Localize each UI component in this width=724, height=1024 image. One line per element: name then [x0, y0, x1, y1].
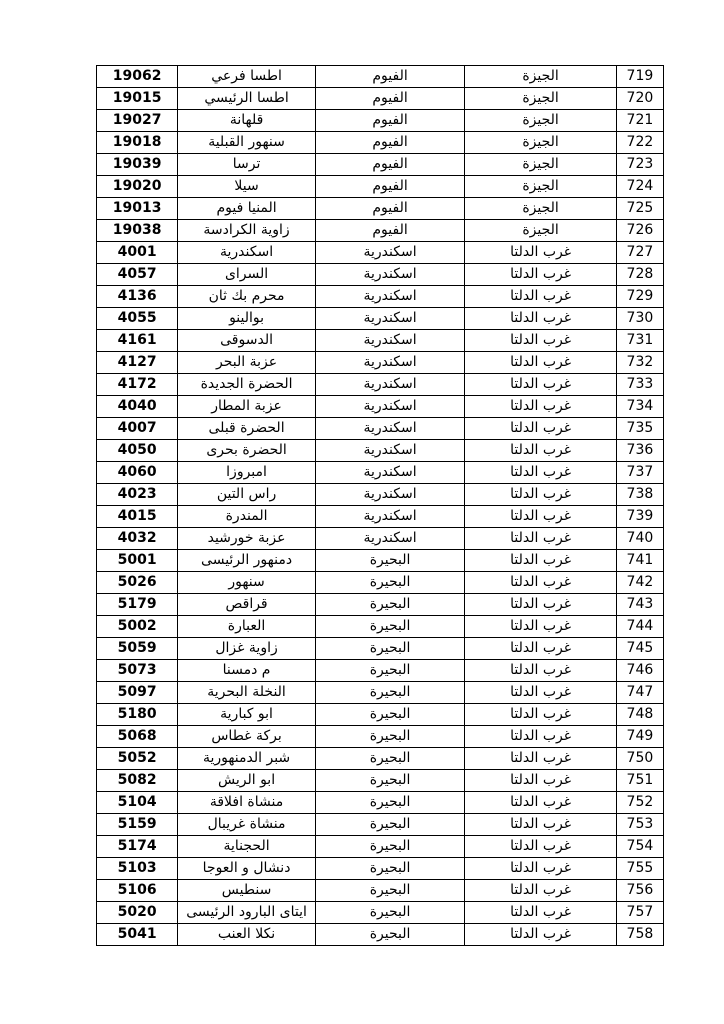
- serial-number-cell: 753: [616, 814, 663, 836]
- table-row: [97, 550, 664, 572]
- office-name-cell: محرم بك ثان: [178, 286, 315, 308]
- serial-number-cell: 746: [616, 660, 663, 682]
- serial-number-cell: 754: [616, 836, 663, 858]
- office-code-cell: 19039: [97, 154, 178, 176]
- governorate-cell: الفيوم: [315, 110, 465, 132]
- table-row: [97, 308, 664, 330]
- office-code-cell: 4136: [97, 286, 178, 308]
- office-name-cell: ترسا: [178, 154, 315, 176]
- table-row: [97, 154, 664, 176]
- serial-number-cell: 729: [616, 286, 663, 308]
- region-cell: غرب الدلتا: [465, 924, 617, 946]
- office-name-cell: سنطيس: [178, 880, 315, 902]
- serial-number-cell: 720: [616, 88, 663, 110]
- office-name-cell: ايتاى البارود الرئيسى: [178, 902, 315, 924]
- office-code-cell: 5103: [97, 858, 178, 880]
- office-code-cell: 5180: [97, 704, 178, 726]
- office-code-cell: 5106: [97, 880, 178, 902]
- governorate-cell: الفيوم: [315, 66, 465, 88]
- office-code-cell: 4015: [97, 506, 178, 528]
- table-row: [97, 88, 664, 110]
- serial-number-cell: 743: [616, 594, 663, 616]
- serial-number-cell: 748: [616, 704, 663, 726]
- table-row: [97, 396, 664, 418]
- office-code-cell: 4172: [97, 374, 178, 396]
- serial-number-cell: 730: [616, 308, 663, 330]
- office-code-cell: 19038: [97, 220, 178, 242]
- table-row: [97, 176, 664, 198]
- office-name-cell: النخلة البحرية: [178, 682, 315, 704]
- table-row: [97, 616, 664, 638]
- governorate-cell: البحيرة: [315, 924, 465, 946]
- governorate-cell: اسكندرية: [315, 330, 465, 352]
- office-name-cell: بركة غطاس: [178, 726, 315, 748]
- table-row: [97, 440, 664, 462]
- office-code-cell: 19018: [97, 132, 178, 154]
- serial-number-cell: 732: [616, 352, 663, 374]
- office-code-cell: 5179: [97, 594, 178, 616]
- office-code-cell: 4001: [97, 242, 178, 264]
- office-name-cell: شبر الدمنهورية: [178, 748, 315, 770]
- serial-number-cell: 755: [616, 858, 663, 880]
- governorate-cell: البحيرة: [315, 682, 465, 704]
- governorate-cell: البحيرة: [315, 660, 465, 682]
- office-name-cell: ابو كبارية: [178, 704, 315, 726]
- office-code-cell: 5001: [97, 550, 178, 572]
- region-cell: غرب الدلتا: [465, 594, 617, 616]
- office-code-cell: 4055: [97, 308, 178, 330]
- office-name-cell: امبروزا: [178, 462, 315, 484]
- table-row: [97, 198, 664, 220]
- region-cell: غرب الدلتا: [465, 880, 617, 902]
- governorate-cell: اسكندرية: [315, 352, 465, 374]
- table-row: [97, 132, 664, 154]
- office-name-cell: عزبة البحر: [178, 352, 315, 374]
- region-cell: غرب الدلتا: [465, 440, 617, 462]
- serial-number-cell: 727: [616, 242, 663, 264]
- serial-number-cell: 724: [616, 176, 663, 198]
- office-name-cell: بوالينو: [178, 308, 315, 330]
- office-code-cell: 19013: [97, 198, 178, 220]
- serial-number-cell: 725: [616, 198, 663, 220]
- office-code-cell: 5174: [97, 836, 178, 858]
- office-name-cell: سنهور: [178, 572, 315, 594]
- governorate-cell: اسكندرية: [315, 308, 465, 330]
- office-name-cell: عزبة خورشيد: [178, 528, 315, 550]
- table-body: [97, 66, 664, 946]
- region-cell: غرب الدلتا: [465, 902, 617, 924]
- region-cell: غرب الدلتا: [465, 286, 617, 308]
- region-cell: غرب الدلتا: [465, 484, 617, 506]
- table-row: [97, 660, 664, 682]
- office-name-cell: المندرة: [178, 506, 315, 528]
- region-cell: الجيزة: [465, 110, 617, 132]
- governorate-cell: البحيرة: [315, 814, 465, 836]
- office-code-cell: 5073: [97, 660, 178, 682]
- table-row: [97, 594, 664, 616]
- governorate-cell: اسكندرية: [315, 396, 465, 418]
- region-cell: غرب الدلتا: [465, 682, 617, 704]
- office-name-cell: قراقص: [178, 594, 315, 616]
- table-row: [97, 220, 664, 242]
- region-cell: غرب الدلتا: [465, 704, 617, 726]
- table-row: [97, 286, 664, 308]
- office-name-cell: عزبة المطار: [178, 396, 315, 418]
- region-cell: الجيزة: [465, 66, 617, 88]
- region-cell: غرب الدلتا: [465, 462, 617, 484]
- serial-number-cell: 739: [616, 506, 663, 528]
- serial-number-cell: 734: [616, 396, 663, 418]
- region-cell: غرب الدلتا: [465, 352, 617, 374]
- serial-number-cell: 756: [616, 880, 663, 902]
- office-name-cell: الحضرة بحرى: [178, 440, 315, 462]
- governorate-cell: اسكندرية: [315, 462, 465, 484]
- serial-number-cell: 721: [616, 110, 663, 132]
- region-cell: غرب الدلتا: [465, 330, 617, 352]
- office-code-cell: 4032: [97, 528, 178, 550]
- serial-number-cell: 744: [616, 616, 663, 638]
- table-row: [97, 880, 664, 902]
- office-name-cell: سنهور القبلية: [178, 132, 315, 154]
- governorate-cell: اسكندرية: [315, 264, 465, 286]
- region-cell: غرب الدلتا: [465, 242, 617, 264]
- office-code-cell: 5002: [97, 616, 178, 638]
- governorate-cell: البحيرة: [315, 770, 465, 792]
- region-cell: غرب الدلتا: [465, 792, 617, 814]
- region-cell: الجيزة: [465, 132, 617, 154]
- serial-number-cell: 719: [616, 66, 663, 88]
- office-code-cell: 4007: [97, 418, 178, 440]
- office-code-cell: 4161: [97, 330, 178, 352]
- table-row: [97, 484, 664, 506]
- serial-number-cell: 742: [616, 572, 663, 594]
- table-row: [97, 330, 664, 352]
- governorate-cell: اسكندرية: [315, 374, 465, 396]
- table-row: [97, 506, 664, 528]
- governorate-cell: البحيرة: [315, 572, 465, 594]
- serial-number-cell: 722: [616, 132, 663, 154]
- table-row: [97, 704, 664, 726]
- region-cell: الجيزة: [465, 154, 617, 176]
- office-code-cell: 4040: [97, 396, 178, 418]
- region-cell: غرب الدلتا: [465, 264, 617, 286]
- office-name-cell: اطسا الرئيسي: [178, 88, 315, 110]
- region-cell: غرب الدلتا: [465, 308, 617, 330]
- office-name-cell: منشاة غريبال: [178, 814, 315, 836]
- governorate-cell: اسكندرية: [315, 528, 465, 550]
- office-code-cell: 4050: [97, 440, 178, 462]
- table-row: [97, 110, 664, 132]
- post-office-table: [96, 65, 664, 946]
- region-cell: غرب الدلتا: [465, 550, 617, 572]
- office-name-cell: قلهانة: [178, 110, 315, 132]
- office-code-cell: 5059: [97, 638, 178, 660]
- governorate-cell: الفيوم: [315, 154, 465, 176]
- table-row: [97, 418, 664, 440]
- office-name-cell: زاوية الكرادسة: [178, 220, 315, 242]
- serial-number-cell: 735: [616, 418, 663, 440]
- governorate-cell: الفيوم: [315, 176, 465, 198]
- serial-number-cell: 751: [616, 770, 663, 792]
- office-code-cell: 5159: [97, 814, 178, 836]
- document-page: [96, 65, 664, 946]
- region-cell: غرب الدلتا: [465, 418, 617, 440]
- governorate-cell: البحيرة: [315, 726, 465, 748]
- office-name-cell: اسكندرية: [178, 242, 315, 264]
- table-row: [97, 352, 664, 374]
- office-code-cell: 19027: [97, 110, 178, 132]
- office-code-cell: 19015: [97, 88, 178, 110]
- office-name-cell: اطسا فرعي: [178, 66, 315, 88]
- table-row: [97, 528, 664, 550]
- region-cell: الجيزة: [465, 176, 617, 198]
- region-cell: غرب الدلتا: [465, 638, 617, 660]
- region-cell: غرب الدلتا: [465, 858, 617, 880]
- serial-number-cell: 726: [616, 220, 663, 242]
- governorate-cell: البحيرة: [315, 836, 465, 858]
- office-name-cell: ابو الريش: [178, 770, 315, 792]
- serial-number-cell: 738: [616, 484, 663, 506]
- region-cell: الجيزة: [465, 220, 617, 242]
- office-name-cell: دنشال و العوجا: [178, 858, 315, 880]
- office-name-cell: العبارة: [178, 616, 315, 638]
- table-row: [97, 792, 664, 814]
- office-name-cell: المنيا فيوم: [178, 198, 315, 220]
- serial-number-cell: 731: [616, 330, 663, 352]
- governorate-cell: اسكندرية: [315, 506, 465, 528]
- governorate-cell: اسكندرية: [315, 242, 465, 264]
- governorate-cell: البحيرة: [315, 550, 465, 572]
- governorate-cell: الفيوم: [315, 220, 465, 242]
- table-row: [97, 858, 664, 880]
- region-cell: الجيزة: [465, 198, 617, 220]
- region-cell: غرب الدلتا: [465, 770, 617, 792]
- serial-number-cell: 749: [616, 726, 663, 748]
- table-row: [97, 66, 664, 88]
- governorate-cell: البحيرة: [315, 594, 465, 616]
- office-code-cell: 4057: [97, 264, 178, 286]
- office-name-cell: منشاة افلاقة: [178, 792, 315, 814]
- governorate-cell: الفيوم: [315, 88, 465, 110]
- region-cell: غرب الدلتا: [465, 528, 617, 550]
- office-name-cell: نكلا العنب: [178, 924, 315, 946]
- serial-number-cell: 741: [616, 550, 663, 572]
- office-name-cell: الدسوقى: [178, 330, 315, 352]
- office-code-cell: 5097: [97, 682, 178, 704]
- office-name-cell: سيلا: [178, 176, 315, 198]
- region-cell: غرب الدلتا: [465, 660, 617, 682]
- table-row: [97, 638, 664, 660]
- table-row: [97, 374, 664, 396]
- region-cell: غرب الدلتا: [465, 396, 617, 418]
- region-cell: غرب الدلتا: [465, 374, 617, 396]
- governorate-cell: البحيرة: [315, 704, 465, 726]
- office-name-cell: م دمسنا: [178, 660, 315, 682]
- serial-number-cell: 750: [616, 748, 663, 770]
- office-code-cell: 5041: [97, 924, 178, 946]
- governorate-cell: البحيرة: [315, 902, 465, 924]
- office-code-cell: 5082: [97, 770, 178, 792]
- office-code-cell: 5068: [97, 726, 178, 748]
- office-code-cell: 19062: [97, 66, 178, 88]
- governorate-cell: اسكندرية: [315, 484, 465, 506]
- region-cell: غرب الدلتا: [465, 748, 617, 770]
- governorate-cell: البحيرة: [315, 748, 465, 770]
- office-name-cell: دمنهور الرئيسى: [178, 550, 315, 572]
- serial-number-cell: 723: [616, 154, 663, 176]
- table-row: [97, 242, 664, 264]
- region-cell: غرب الدلتا: [465, 616, 617, 638]
- serial-number-cell: 740: [616, 528, 663, 550]
- serial-number-cell: 745: [616, 638, 663, 660]
- office-name-cell: راس التين: [178, 484, 315, 506]
- governorate-cell: اسكندرية: [315, 286, 465, 308]
- office-name-cell: السراى: [178, 264, 315, 286]
- table-row: [97, 572, 664, 594]
- table-row: [97, 264, 664, 286]
- governorate-cell: اسكندرية: [315, 418, 465, 440]
- governorate-cell: الفيوم: [315, 198, 465, 220]
- table-row: [97, 726, 664, 748]
- serial-number-cell: 747: [616, 682, 663, 704]
- serial-number-cell: 728: [616, 264, 663, 286]
- office-code-cell: 5104: [97, 792, 178, 814]
- office-code-cell: 4023: [97, 484, 178, 506]
- region-cell: الجيزة: [465, 88, 617, 110]
- table-row: [97, 682, 664, 704]
- table-row: [97, 902, 664, 924]
- table-row: [97, 770, 664, 792]
- serial-number-cell: 737: [616, 462, 663, 484]
- region-cell: غرب الدلتا: [465, 572, 617, 594]
- table-row: [97, 836, 664, 858]
- region-cell: غرب الدلتا: [465, 506, 617, 528]
- office-code-cell: 19020: [97, 176, 178, 198]
- governorate-cell: البحيرة: [315, 616, 465, 638]
- office-code-cell: 5020: [97, 902, 178, 924]
- governorate-cell: اسكندرية: [315, 440, 465, 462]
- governorate-cell: البحيرة: [315, 858, 465, 880]
- table-row: [97, 924, 664, 946]
- serial-number-cell: 752: [616, 792, 663, 814]
- governorate-cell: البحيرة: [315, 880, 465, 902]
- serial-number-cell: 758: [616, 924, 663, 946]
- office-code-cell: 5052: [97, 748, 178, 770]
- serial-number-cell: 733: [616, 374, 663, 396]
- office-name-cell: الحجناية: [178, 836, 315, 858]
- region-cell: غرب الدلتا: [465, 836, 617, 858]
- table-row: [97, 814, 664, 836]
- office-name-cell: الحضرة قبلى: [178, 418, 315, 440]
- region-cell: غرب الدلتا: [465, 814, 617, 836]
- table-row: [97, 748, 664, 770]
- office-code-cell: 4127: [97, 352, 178, 374]
- serial-number-cell: 757: [616, 902, 663, 924]
- region-cell: غرب الدلتا: [465, 726, 617, 748]
- governorate-cell: الفيوم: [315, 132, 465, 154]
- governorate-cell: البحيرة: [315, 792, 465, 814]
- governorate-cell: البحيرة: [315, 638, 465, 660]
- table-row: [97, 462, 664, 484]
- serial-number-cell: 736: [616, 440, 663, 462]
- office-code-cell: 4060: [97, 462, 178, 484]
- office-code-cell: 5026: [97, 572, 178, 594]
- office-name-cell: الحضرة الجديدة: [178, 374, 315, 396]
- office-name-cell: زاوية غزال: [178, 638, 315, 660]
